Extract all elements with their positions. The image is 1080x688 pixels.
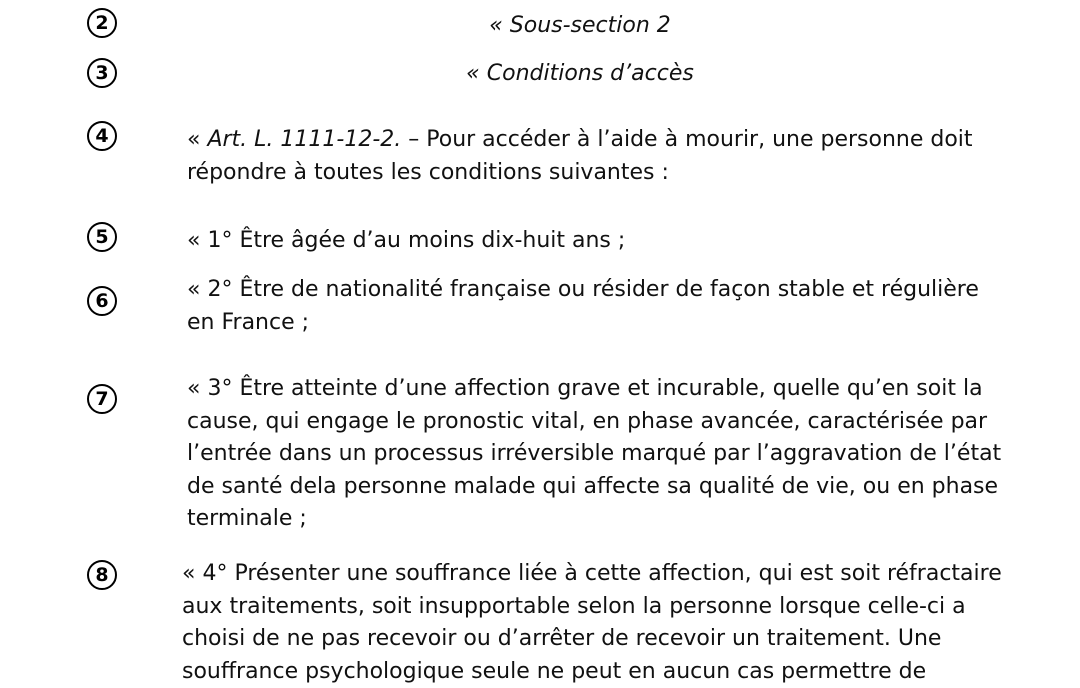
condition-3-line: l’entrée dans un processus irréversible marqué par l’aggravation de l’état <box>187 441 1002 467</box>
article-quote: « <box>187 127 208 152</box>
article-intro-line-2: répondre à toutes les conditions suivantes : <box>187 159 669 185</box>
condition-3-line: terminale ; <box>187 506 307 532</box>
paragraph-marker-2: 2 <box>87 8 117 38</box>
condition-3 <box>187 373 1001 536</box>
condition-3-line: cause, qui engage le pronostic vital, en phase avancée, caractérisée par <box>187 408 988 434</box>
condition-3-line: « 3° Être atteinte d’une affection grave et incurable, quelle qu’en soit la <box>187 376 983 401</box>
paragraph-marker-6: 6 <box>87 286 117 316</box>
condition-2-line: « 2° Être de nationalité française ou résider de façon stable et régulière <box>187 277 979 302</box>
article-intro-line-1: – Pour accéder à l’aide à mourir, une personne doit <box>401 127 973 152</box>
paragraph-marker-8: 8 <box>87 560 117 590</box>
paragraph-marker-4: 4 <box>87 121 117 151</box>
article-reference: Art. L. 1111-12-2. <box>207 127 402 152</box>
condition-4-line: choisi de ne pas recevoir ou d’arrêter de recevoir un traitement. Une <box>182 626 942 652</box>
condition-3-line: de santé dela personne malade qui affecte sa qualité de vie, ou en phase <box>187 473 999 499</box>
article-intro <box>187 124 973 189</box>
paragraph-marker-7: 7 <box>87 384 117 414</box>
paragraph-marker-3: 3 <box>87 58 117 88</box>
subsection-title: « Conditions d’accès <box>466 61 694 86</box>
condition-2 <box>187 274 979 339</box>
paragraph-marker-5: 5 <box>87 222 117 252</box>
condition-1 <box>187 225 625 258</box>
condition-4-line: souffrance psychologique seule ne peut en aucun cas permettre de <box>182 658 927 684</box>
condition-4-line: aux traitements, soit insupportable selon la personne lorsque celle-ci a <box>182 593 966 619</box>
condition-4-line: « 4° Présenter une souffrance liée à cette affection, qui est soit réfractaire <box>182 561 1002 586</box>
condition-2-line: en France ; <box>187 309 310 335</box>
subsection-heading: « Sous-section 2 <box>489 13 671 38</box>
condition-1-line: « 1° Être âgée d’au moins dix-huit ans ; <box>187 228 626 253</box>
condition-4 <box>182 558 1002 688</box>
